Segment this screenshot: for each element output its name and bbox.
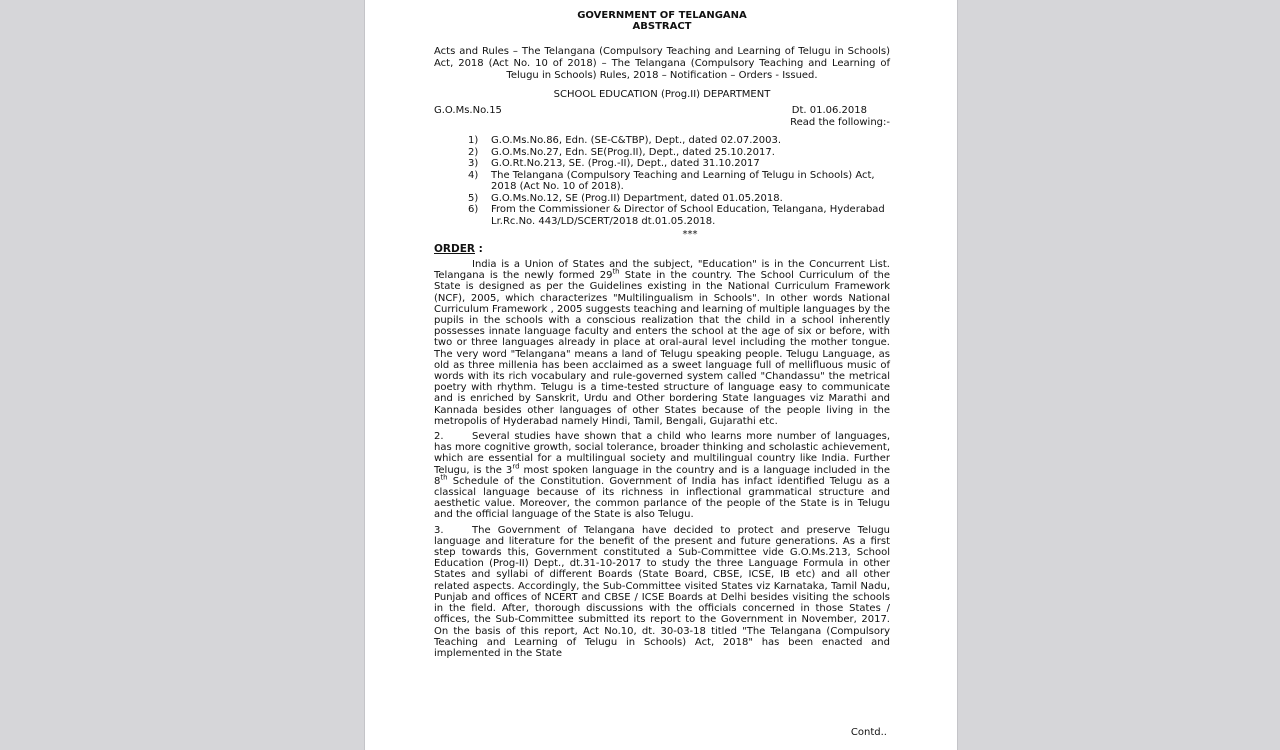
reference-item: 1) G.O.Ms.No.86, Edn. (SE-C&TBP), Dept., dated 02.07.2003. (468, 135, 782, 146)
reference-item: 6) From the Commissioner & Director of School Education, Telangana, Hyderabad Lr.Rc.No. 443/LD/SCERT/2018 dt.01.05.2018. (468, 204, 885, 227)
order-heading: ORDER : (434, 243, 483, 255)
separator-stars: *** (682, 229, 698, 240)
department-title: SCHOOL EDUCATION (Prog.II) DEPARTMENT (553, 89, 771, 100)
reference-item: 5) G.O.Ms.No.12, SE (Prog.II) Department, dated 01.05.2018. (468, 192, 783, 204)
go-date: Dt. 01.06.2018 (791, 105, 867, 116)
government-heading: GOVERNMENT OF TELANGANA (577, 10, 747, 21)
reference-item: 3) G.O.Rt.No.213, SE. (Prog.-II), Dept., dated 31.10.2017 (468, 158, 760, 169)
paragraph-2: 2. Several studies have shown that a child who learns more number of languages, has more cognitive growth, social tolerance, broader thinking and scholastic achievement, which are essential for a multilingual society and multilingual country like India. Further Telugu, is the 3rd most spoken language in the country and is a language included in the 8th Schedule of the Constitution. Government of India has infact identified Telugu as a classical language because of its richness in inflectional grammatical structure and aesthetic value. Moreover, the common parlance of the people of the State is in Telugu and the official language of the State is also Telugu. (434, 431, 891, 521)
reference-item: 4) The Telangana (Compulsory Teaching and Learning of Telugu in Schools) Act, 2018 (Act No. 10 of 2018). (468, 169, 875, 192)
reference-list (434, 135, 890, 227)
abstract-heading: ABSTRACT (632, 21, 692, 32)
paragraph-3: 3. The Government of Telangana have decided to protect and preserve Telugu language and literature for the benefit of the present and future generations. As a first step towards this, Government constituted a Sub-Committee vide G.O.Ms.213, School Education (Prog-II) Dept., dt.31-10-2017 to study the three Language Formula in other States and syllabi of different Boards (State Board, CBSE, ICSE, IB etc) and all other related aspects. Accordingly, the Sub-Committee visited States viz Karnataka, Tamil Nadu, Punjab and offices of NCERT and CBSE / ICSE Boards at Delhi besides visiting the schools in the field. After, thorough discussions with the officials concerned in those States / offices, the Sub-Committee submitted its report to the Government in November, 2017. On the basis of this report, Act No.10, dt. 30-03-18 titled "The Telangana (Compulsory Teaching and Learning of Telugu in Schools) Act, 2018" has been enacted and implemented in the State (434, 524, 890, 659)
document-page (364, 0, 958, 750)
read-following: Read the following:- (790, 117, 890, 128)
continued-marker: Contd.. (850, 727, 887, 738)
go-row (434, 105, 890, 117)
reference-item: 2) G.O.Ms.No.27, Edn. SE(Prog.II), Dept., dated 25.10.2017. (468, 146, 775, 158)
document-body (434, 10, 890, 659)
paragraph-1: India is a Union of States and the subject, "Education" is in the Concurrent List. Telangana is the newly formed 29th State in the country. The School Curriculum of the State is designed as per the Guidelines existing in the National Curriculum Framework (NCF), 2005, which characterizes "Multilingualism in Schools". In other words National Curriculum Framework , 2005 suggests teaching and learning of multiple languages by the pupils in the schools with a conscious realization that the child in a school inherently possesses innate language faculty and enters the school at the age of six or before, with two or three languages already in place at oral-aural level including the mother tongue. The very word "Telangana" means a land of Telugu speaking people. Telugu Language, as old as three millenia has been acclaimed as a sweet language full of mellifluous music of words with its rich vocabulary and rule-governed system called "Chandassu" the metrical poetry with rhythm. Telugu is a time-tested structure of language easy to communicate and is enriched by Sanskrit, Urdu and Other bordering State languages viz Marathi and Kannada besides other languages of other States because of the people living in the metropolis of Hyderabad namely Hindi, Tamil, Bengali, Gujarathi etc. (434, 259, 890, 427)
go-number: G.O.Ms.No.15 (434, 105, 502, 116)
subject-text: Acts and Rules – The Telangana (Compulsory Teaching and Learning of Telugu in Schools) Act, 2018 (Act No. 10 of 2018) – The Telangana (Compulsory Teaching and Learning of Telugu in Schools) Rules, 2018 – Notification – Orders - Issued. (434, 46, 890, 81)
